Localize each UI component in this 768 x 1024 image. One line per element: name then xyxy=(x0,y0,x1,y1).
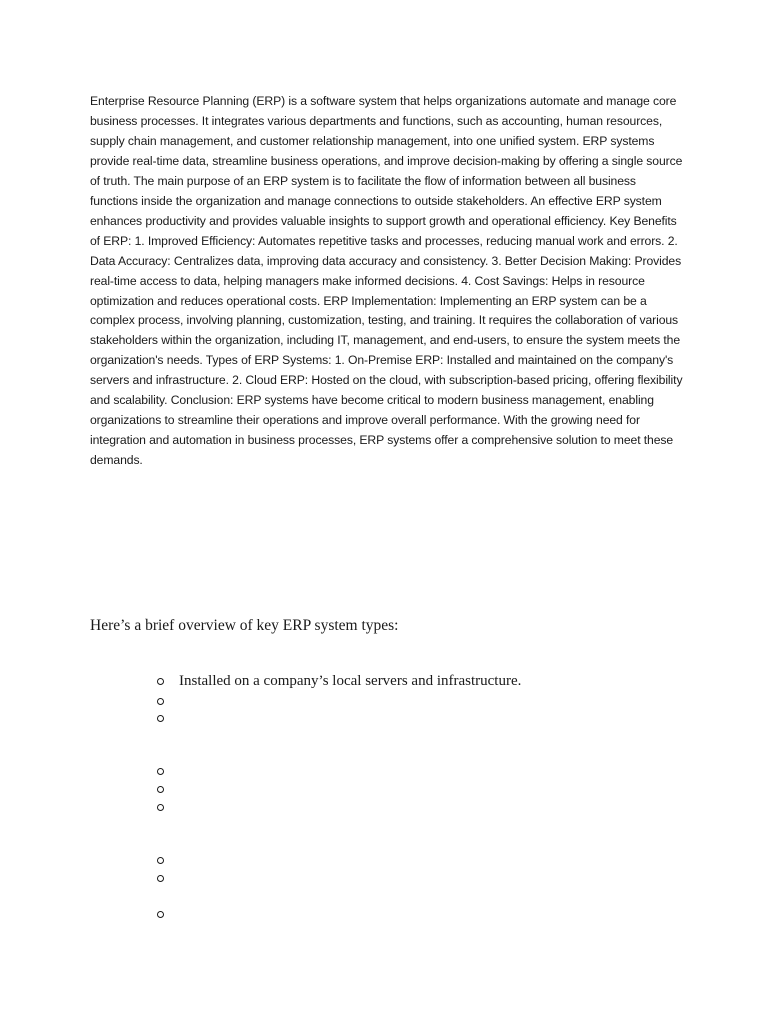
bullet-item-8 xyxy=(155,869,655,887)
bullet-item-6 xyxy=(155,798,655,816)
bullet-item-9 xyxy=(155,905,655,923)
hollow-circle-bullet-icon xyxy=(157,698,164,705)
overview-heading: Here’s a brief overview of key ERP system types: xyxy=(90,617,399,634)
hollow-circle-bullet-icon xyxy=(157,875,164,882)
bullet-text-1: Installed on a company’s local servers and infrastructure. xyxy=(179,672,522,689)
hollow-circle-bullet-icon xyxy=(157,786,164,793)
bullet-item-3 xyxy=(155,709,655,727)
hollow-circle-bullet-icon xyxy=(157,768,164,775)
hollow-circle-bullet-icon xyxy=(157,678,164,685)
hollow-circle-bullet-icon xyxy=(157,804,164,811)
hollow-circle-bullet-icon xyxy=(157,911,164,918)
bullet-item-2 xyxy=(155,692,655,710)
bullet-item-4 xyxy=(155,762,655,780)
bullet-item-7 xyxy=(155,851,655,869)
bullet-item-5 xyxy=(155,780,655,798)
hollow-circle-bullet-icon xyxy=(157,857,164,864)
erp-body-paragraph: Enterprise Resource Planning (ERP) is a software system that helps organizations automate and manage core business processes. It integrates various departments and functions, such as accounting, human resources, supply chain management, and customer relationship management, into one unified system. ERP systems provide real-time data, streamline business operations, and improve decision-making by offering a single source of truth. The main purpose of an ERP system is to facilitate the flow of information between all business functions inside the organization and manage connections to outside stakeholders. An effective ERP system enhances productivity and provides valuable insights to support growth and operational efficiency. Key Benefits of ERP: 1. Improved Efficiency: Automates repetitive tasks and processes, reducing manual work and errors. 2. Data Accuracy: Centralizes data, improving data accuracy and consistency. 3. Better Decision Making: Provides real-time access to data, helping managers make informed decisions. 4. Cost Savings: Helps in resource optimization and reduces operational costs. ERP Implementation: Implementing an ERP system can be a complex process, involving planning, customization, testing, and training. It requires the collaboration of various stakeholders within the organization, including IT, management, and end-users, to ensure the system meets the organization's needs. Types of ERP Systems: 1. On-Premise ERP: Installed and maintained on the company's servers and infrastructure. 2. Cloud ERP: Hosted on the cloud, with subscription-based pricing, offering flexibility and scalability. Conclusion: ERP systems have become critical to modern business management, enabling organizations to streamline their operations and improve overall performance. With the growing need for integration and automation in business processes, ERP systems offer a comprehensive solution to meet these demands. xyxy=(90,94,683,468)
bullet-item-1 xyxy=(155,672,655,690)
hollow-circle-bullet-icon xyxy=(157,715,164,722)
